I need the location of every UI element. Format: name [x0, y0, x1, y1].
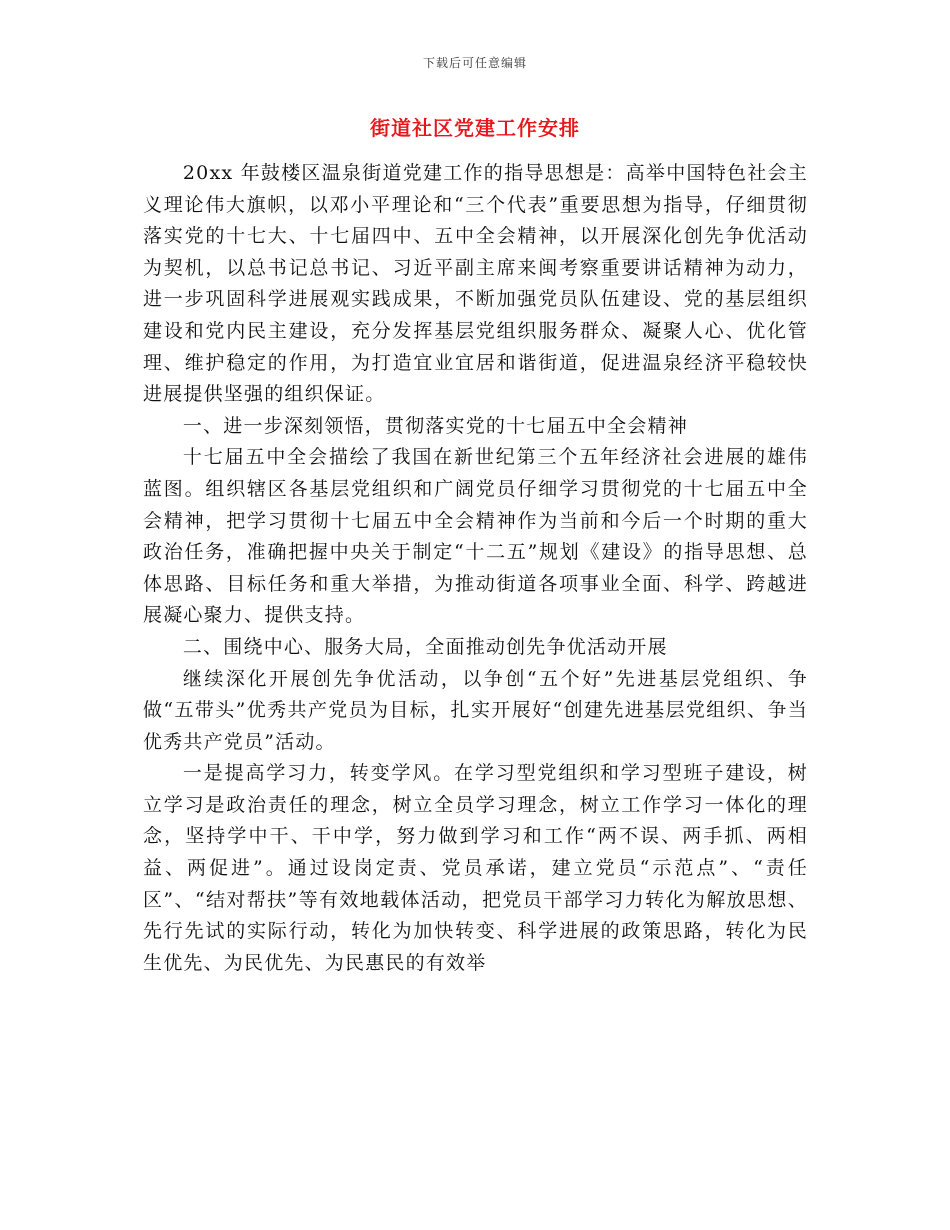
section-heading-1: 一、进一步深刻领悟，贯彻落实党的十七届五中全会精神: [182, 414, 688, 437]
section-heading-2: 二、围绕中心、服务大局，全面推动创先争优活动开展: [182, 635, 668, 658]
document-body: [143, 158, 808, 979]
paragraph-guiding-thought: 20xx 年鼓楼区温泉街道党建工作的指导思想是：高举中国特色社会主义理论伟大旗帜，以邓小平理论和“三个代表”重要思想为指导，仔细贯彻落实党的十七大、十七届四中、五中全会精神，以开展深化创先争优活动为契机，以总书记总书记、习近平副主席来闽考察重要讲话精神为动力，进一步巩固科学进展观实践成果，不断加强党员队伍建设、党的基层组织建设和党内民主建设，充分发挥基层党组织服务群众、凝聚人心、优化管理、维护稳定的作用，为打造宜业宜居和谐街道，促进温泉经济平稳较快进展提供坚强的组织保证。: [143, 162, 808, 406]
document-title: 街道社区党建工作安排: [370, 116, 580, 140]
paragraph-excellence-campaign: 继续深化开展创先争优活动，以争创“五个好”先进基层党组织、争做“五带头”优秀共产党员为目标，扎实开展好“创建先进基层党组织、争当优秀共产党员”活动。: [143, 667, 808, 753]
paragraph-learning-capacity: 一是提高学习力，转变学风。在学习型党组织和学习型班子建设，树立学习是政治责任的理念，树立全员学习理念，树立工作学习一体化的理念，坚持学中干、干中学，努力做到学习和工作“两不误、两手抓、两相益、两促进”。通过设岗定责、党员承诺，建立党员“示范点”、“责任区”、“结对帮扶”等有效地载体活动，把党员干部学习力转化为解放思想、先行先试的实际行动，转化为加快转变、科学进展的政策思路，转化为民生优先、为民优先、为民惠民的有效举: [143, 762, 808, 974]
header-note: 下载后可任意编辑: [422, 56, 527, 70]
paragraph-plenary-session: 十七届五中全会描绘了我国在新世纪第三个五年经济社会进展的雄伟蓝图。组织辖区各基层党组织和广阔党员仔细学习贯彻党的十七届五中全会精神，把学习贯彻十七届五中全会精神作为当前和今后一个时期的重大政治任务，准确把握中央关于制定“十二五”规划《建设》的指导思想、总体思路、目标任务和重大举措，为推动街道各项事业全面、科学、跨越进展凝心聚力、提供支持。: [143, 446, 808, 627]
